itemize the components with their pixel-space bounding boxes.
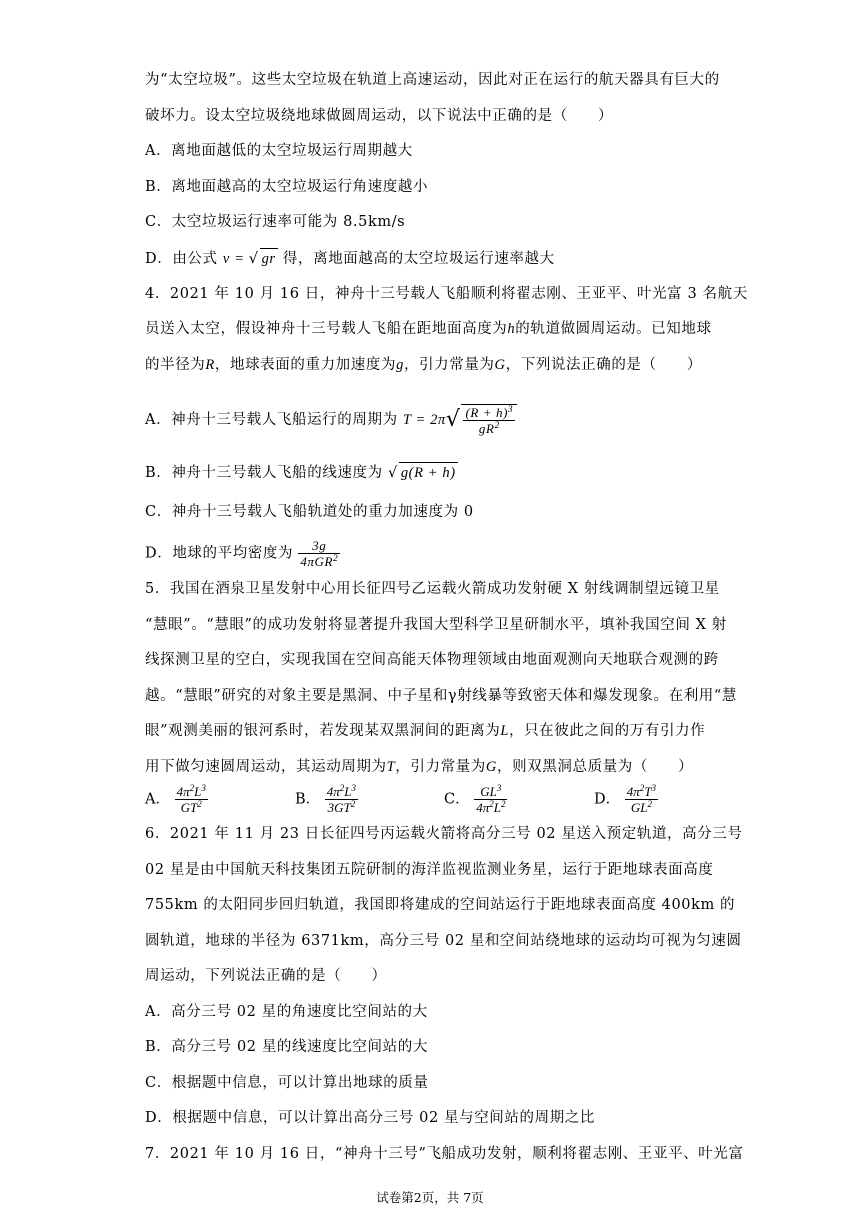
q4-option-c: C．神舟十三号载人飞船轨道处的重力加速度为 0 [145, 504, 474, 520]
q6-option-b: B．高分三号 02 星的线速度比空间站的大 [145, 1039, 428, 1055]
q5-stem-line: 线探测卫星的空白，实现我国在空间高能天体物理领域由地面观测向天地联合观测的跨 [145, 652, 719, 668]
q6-stem-line: 6．2021 年 11 月 23 日长征四号丙运载火箭将高分三号 02 星送入预定轨道，高分三号 [145, 826, 743, 842]
q5-option-d: D． $\frac{4\pi^2T^3}{GL^2}$ [594, 783, 656, 815]
q7-stem-line: 7．2021 年 10 月 16 日，“神舟十三号”飞船成功发射，顺利将翟志刚、王亚平、叶光富 [145, 1146, 744, 1162]
q5-option-c: C． $\frac{GL^3}{4\pi^2L^2}$ [444, 783, 506, 815]
text-line: 破坏力。设太空垃圾绕地球做圆周运动，以下说法中正确的是（ ） [145, 108, 614, 124]
q6-stem-line: 02 星是由中国航天科技集团五院研制的海洋监视监测业务星，运行于距地球表面高度 [145, 862, 714, 878]
q4-stem-line: 4．2021 年 10 月 16 日，神舟十三号载人飞船顺利将翟志刚、王亚平、叶光富 3 名航天 [145, 286, 748, 302]
q6-stem-line: 755km 的太阳同步回归轨道，我国即将建成的空间站运行于距地球表面高度 400km 的 [145, 897, 736, 913]
formula-density: $\frac{3g}{4\pi GR^2}$ [300, 538, 339, 569]
q5-stem-line: 眼”观测美丽的银河系时，若发现某双黑洞间的距离为L，只在彼此之间的万有引力作 [145, 723, 706, 739]
q6-stem-line: 圆轨道，地球的半径为 6371km，高分三号 02 星和空间站绕地球的运动均可视为匀速圆 [145, 933, 742, 949]
q3-option-c: C．太空垃圾运行速率可能为 8.5km/s [145, 214, 406, 230]
q6-option-a: A．高分三号 02 星的角速度比空间站的大 [145, 1004, 428, 1020]
q5-stem-line: 越。“慧眼”研究的对象主要是黑洞、中子星和γ射线暴等致密天体和爆发现象。在利用“慧 [145, 688, 738, 704]
text-line: 为“太空垃圾”。这些太空垃圾在轨道上高速运动，因此对正在运行的航天器具有巨大的 [145, 72, 720, 88]
q6-option-d: D．根据题中信息，可以计算出高分三号 02 星与空间站的周期之比 [145, 1110, 595, 1126]
q4-option-b: B．神舟十三号载人飞船的线速度为 √ g(R + h) [145, 462, 458, 483]
page-footer: 试卷第2页，共 7页 [376, 1190, 484, 1205]
q4-option-d: D．地球的平均密度为 $\frac{3g}{4\pi GR^2}$ [145, 538, 339, 569]
q6-option-c: C．根据题中信息，可以计算出地球的质量 [145, 1075, 429, 1091]
formula-v-sqrt-gr: v = √ gr [223, 251, 278, 267]
q3-option-b: B．离地面越高的太空垃圾运行角速度越小 [145, 179, 429, 195]
q4-option-a: A．神舟十三号载人飞船运行的周期为 T = 2π√ $\frac{(R + h)^3}{gR^2}$ [145, 404, 517, 436]
formula-velocity: g(R + h) [399, 462, 458, 483]
q5-stem-line: 用下做匀速圆周运动，其运动周期为T，引力常量为G，则双黑洞总质量为（ ） [145, 759, 694, 775]
q5-option-b: B． $\frac{4\pi^2L^3}{3GT^2}$ [295, 783, 357, 815]
q4-stem-line: 员送入太空，假设神舟十三号载人飞船在距地面高度为h的轨道做圆周运动。已知地球 [145, 321, 712, 337]
q4-stem-line: 的半径为R，地球表面的重力加速度为g，引力常量为G，下列说法正确的是（ ） [145, 357, 702, 373]
q5-stem-line: 5．我国在酒泉卫星发射中心用长征四号乙运载火箭成功发射硬 X 射线调制望远镜卫星 [145, 581, 720, 597]
q5-stem-line: “慧眼”。“慧眼”的成功发射将显著提升我国大型科学卫星研制水平，填补我国空间 X 射 [145, 617, 727, 633]
q5-option-a: A． $\frac{4\pi^2L^3}{GT^2}$ [145, 783, 206, 815]
formula-period: T = 2π [402, 412, 446, 428]
q3-option-d: D．由公式 v = √ gr 得，离地面越高的太空垃圾运行速率越大 [145, 248, 555, 269]
q6-stem-line: 周运动，下列说法正确的是（ ） [145, 968, 387, 984]
q3-option-a: A．离地面越低的太空垃圾运行周期越大 [145, 143, 413, 159]
